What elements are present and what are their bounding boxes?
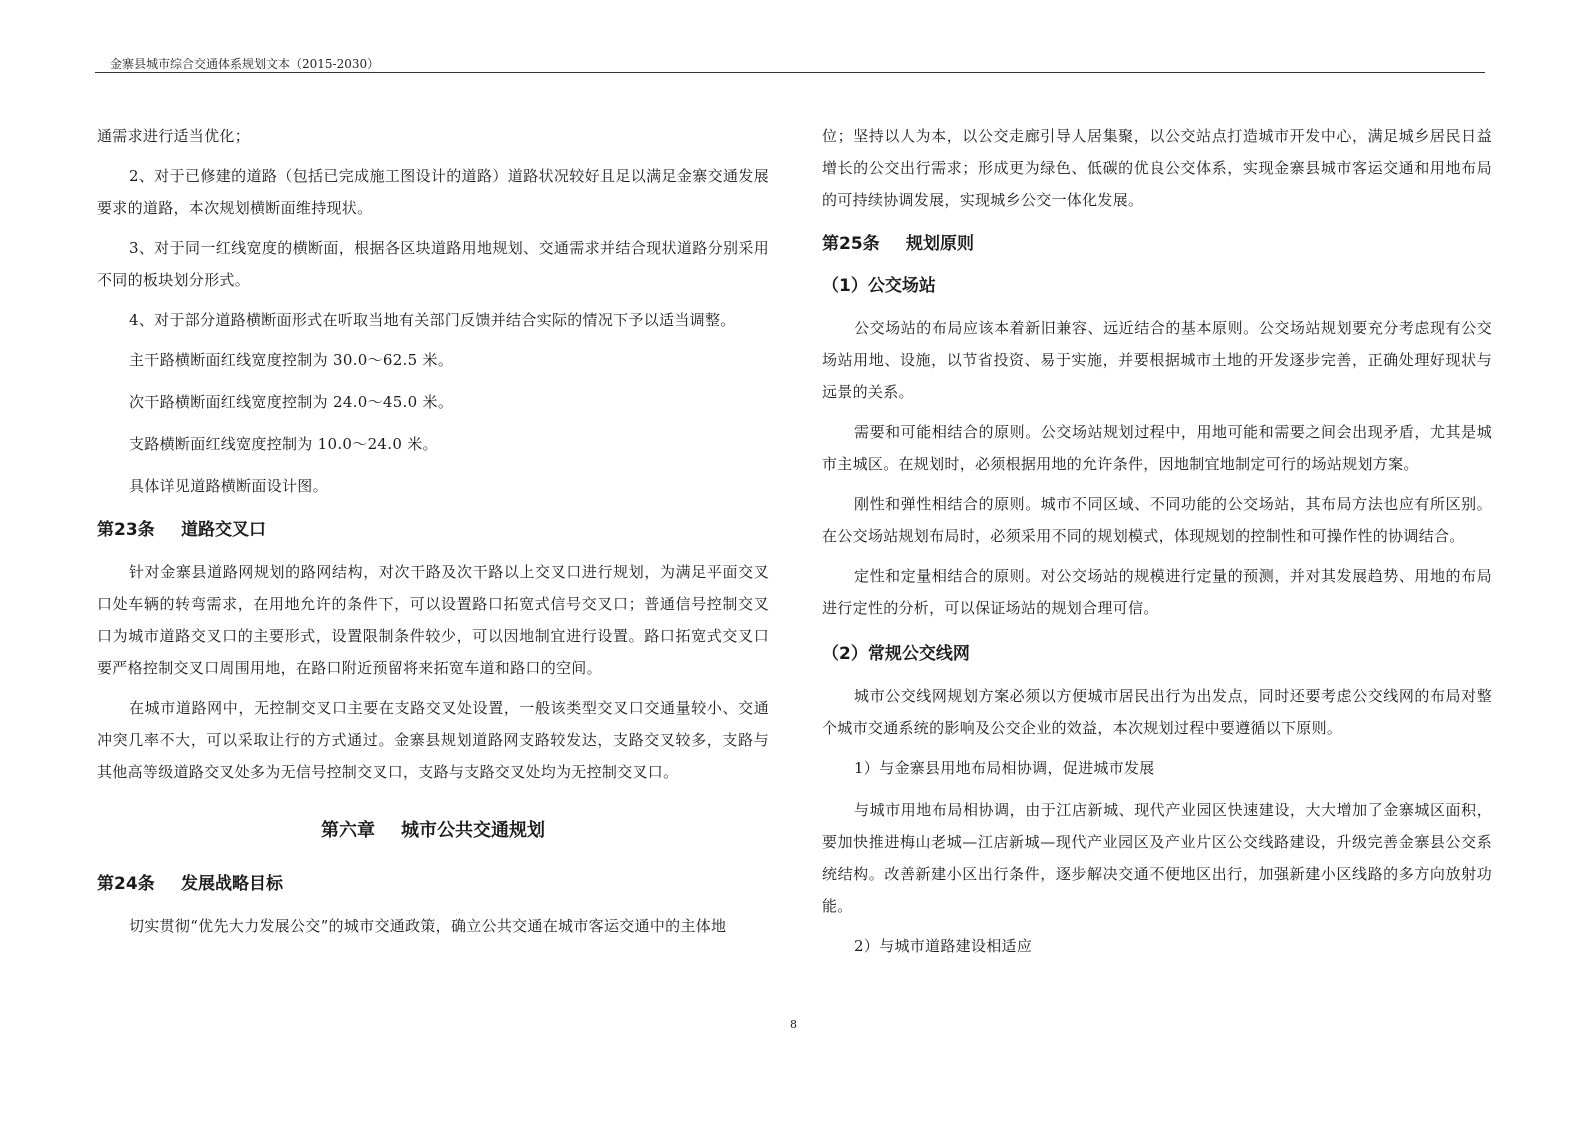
article-23-heading	[97, 518, 769, 542]
right-column	[822, 120, 1492, 972]
paragraph-secondary-road-width: 次干路横断面红线宽度控制为 24.0～45.0 米。	[129, 393, 454, 411]
article-25-number: 第25条	[822, 234, 880, 254]
bus-network-item-1: 1）与金寨县用地布局相协调，促进城市发展	[854, 759, 1155, 777]
subsection-bus-network-heading: （2）常规公交线网	[822, 644, 970, 664]
paragraph-item-3: 3、对于同一红线宽度的横断面，根据各区块道路用地规划、交通需求并结合现状道路分别采用不同的板块划分形式。	[97, 239, 769, 289]
chapter-number: 第六章	[321, 820, 375, 841]
subsection-bus-stations-heading: （1）公交场站	[822, 276, 936, 296]
bus-stations-paragraph-2: 需要和可能相结合的原则。公交场站规划过程中，用地可能和需要之间会出现矛盾，尤其是城市主城区。在规划时，必须根据用地的允许条件，因地制宜地制定可行的场站规划方案。	[822, 423, 1492, 473]
article-25-title: 规划原则	[906, 234, 974, 254]
bus-stations-paragraph-4: 定性和定量相结合的原则。对公交场站的规模进行定量的预测，并对其发展趋势、用地的布局进行定性的分析，可以保证场站的规划合理可信。	[822, 567, 1492, 617]
chapter-heading	[97, 816, 769, 842]
chapter-title: 城市公共交通规划	[401, 820, 545, 841]
article-24-paragraph-1: 切实贯彻“优先大力发展公交”的城市交通政策，确立公共交通在城市客运交通中的主体地	[129, 917, 727, 935]
article-24-number: 第24条	[97, 874, 155, 894]
article-24-heading	[97, 872, 769, 896]
bus-network-item-2: 2）与城市道路建设相适应	[854, 937, 1033, 955]
bus-stations-paragraph-3: 刚性和弹性相结合的原则。城市不同区域、不同功能的公交场站，其布局方法也应有所区别。在公交场站规划布局时，必须采用不同的规划模式，体现规划的控制性和可操作性的协调结合。	[822, 495, 1492, 545]
bus-network-item-1-paragraph: 与城市用地布局相协调，由于江店新城、现代产业园区快速建设，大大增加了金寨城区面积，要加快推进梅山老城—江店新城—现代产业园区及产业片区公交线路建设，升级完善金寨县公交系统结构。改善新建小区出行条件，逐步解决交通不便地区出行，加强新建小区线路的多方向放射功能。	[822, 801, 1492, 915]
left-column	[97, 120, 769, 950]
article-23-title: 道路交叉口	[181, 520, 266, 540]
article-25-heading	[822, 232, 1492, 256]
article-23-paragraph-1: 针对金寨县道路网规划的路网结构，对次干路及次干路以上交叉口进行规划，为满足平面交叉口处车辆的转弯需求，在用地允许的条件下，可以设置路口拓宽式信号交叉口；普通信号控制交叉口为城市道路交叉口的主要形式，设置限制条件较少，可以因地制宜进行设置。路口拓宽式交叉口要严格控制交叉口周围用地，在路口附近预留将来拓宽车道和路口的空间。	[97, 563, 769, 677]
bus-stations-paragraph-1: 公交场站的布局应该本着新旧兼容、远近结合的基本原则。公交场站规划要充分考虑现有公交场站用地、设施，以节省投资、易于实施，并要根据城市土地的开发逐步完善，正确处理好现状与远景的关系。	[822, 319, 1492, 401]
paragraph-branch-road-width: 支路横断面红线宽度控制为 10.0～24.0 米。	[129, 435, 438, 453]
paragraph-main-road-width: 主干路横断面红线宽度控制为 30.0～62.5 米。	[129, 351, 454, 369]
paragraph-intro-tail: 通需求进行适当优化；	[97, 127, 251, 145]
article-24-title: 发展战略目标	[181, 874, 283, 894]
article-23-paragraph-2: 在城市道路网中，无控制交叉口主要在支路交叉处设置，一般该类型交叉口交通量较小、交通冲突几率不大，可以采取让行的方式通过。金寨县规划道路网支路较发达，支路交叉较多，支路与其他高等级道路交叉处多为无信号控制交叉口，支路与支路交叉处均为无控制交叉口。	[97, 699, 769, 781]
paragraph-detail-note: 具体详见道路横断面设计图。	[129, 477, 328, 495]
article-23-number: 第23条	[97, 520, 155, 540]
paragraph-continuation: 位；坚持以人为本，以公交走廊引导人居集聚，以公交站点打造城市开发中心，满足城乡居民日益增长的公交出行需求；形成更为绿色、低碳的优良公交体系，实现金寨县城市客运交通和用地布局的可持续协调发展，实现城乡公交一体化发展。	[822, 127, 1492, 209]
page-number: 8	[790, 1018, 797, 1031]
document-title-header: 金寨县城市综合交通体系规划文本（2015-2030）	[110, 57, 380, 71]
paragraph-item-4: 4、对于部分道路横断面形式在听取当地有关部门反馈并结合实际的情况下予以适当调整。	[129, 311, 736, 329]
bus-network-paragraph-1: 城市公交线网规划方案必须以方便城市居民出行为出发点，同时还要考虑公交线网的布局对整个城市交通系统的影响及公交企业的效益，本次规划过程中要遵循以下原则。	[822, 687, 1492, 737]
header-divider	[95, 72, 1485, 73]
paragraph-item-2: 2、对于已修建的道路（包括已完成施工图设计的道路）道路状况较好且足以满足金寨交通发展要求的道路，本次规划横断面维持现状。	[97, 167, 769, 217]
